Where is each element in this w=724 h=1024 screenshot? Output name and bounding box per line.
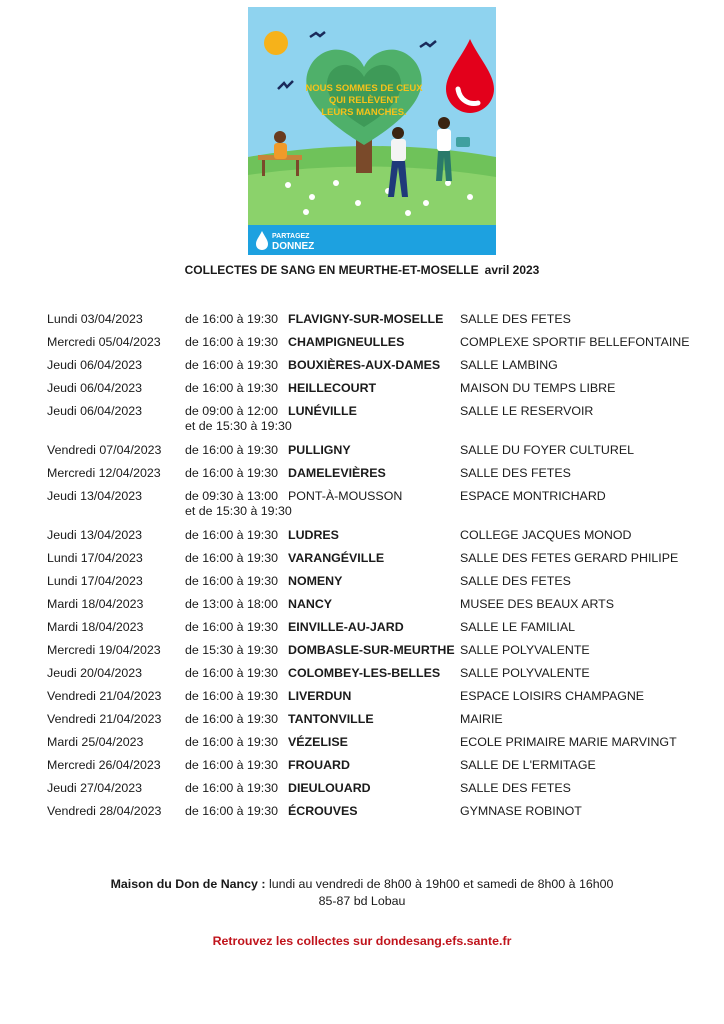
row-time: de 16:00 à 19:30 [185, 551, 279, 565]
row-date: Mercredi 12/04/2023 [47, 466, 161, 480]
row-city: TANTONVILLE [288, 712, 374, 726]
row-place: SALLE DES FETES [460, 466, 571, 480]
row-date: Mardi 25/04/2023 [47, 735, 144, 749]
schedule-row [0, 574, 724, 597]
row-place: MAIRIE [460, 712, 503, 726]
schedule-row [0, 620, 724, 643]
row-place: ESPACE MONTRICHARD [460, 489, 606, 503]
row-time: de 16:00 à 19:30 [185, 758, 279, 772]
row-city: NANCY [288, 597, 333, 611]
schedule-row [0, 804, 724, 827]
row-time: de 13:00 à 18:00 [185, 597, 279, 611]
row-date: Mardi 18/04/2023 [47, 620, 144, 634]
row-time-second: et de 15:30 à 19:30 [185, 419, 292, 433]
row-city: NOMENY [288, 574, 343, 588]
row-city: ÉCROUVES [288, 804, 358, 818]
row-city: PONT-À-MOUSSON [288, 489, 403, 503]
row-date: Mercredi 26/04/2023 [47, 758, 161, 772]
brand-bottom: DONNEZ [272, 241, 315, 252]
row-date: Mardi 18/04/2023 [47, 597, 144, 611]
title-main: COLLECTES DE SANG EN MEURTHE-ET-MOSELLE [184, 263, 479, 277]
schedule-row [0, 689, 724, 712]
schedule-row [0, 551, 724, 574]
schedule-row [0, 381, 724, 404]
row-time: de 16:00 à 19:30 [185, 443, 279, 457]
footer-address: 85-87 bd Lobau [318, 894, 406, 908]
row-date: Jeudi 20/04/2023 [47, 666, 143, 680]
row-city: HEILLECOURT [288, 381, 377, 395]
row-place: SALLE DES FETES GERARD PHILIPE [460, 551, 679, 565]
row-time: de 16:00 à 19:30 [185, 335, 279, 349]
row-city: EINVILLE-AU-JARD [288, 620, 404, 634]
row-date: Mercredi 05/04/2023 [47, 335, 161, 349]
row-time: de 16:00 à 19:30 [185, 466, 279, 480]
row-city: LUDRES [288, 528, 339, 542]
schedule-row [0, 443, 724, 466]
row-time: de 16:00 à 19:30 [185, 712, 279, 726]
sun-icon [264, 31, 288, 55]
row-place: MAISON DU TEMPS LIBRE [460, 381, 616, 395]
website-link[interactable]: Retrouvez les collectes sur dondesang.efs.sante.fr [212, 934, 512, 948]
row-place: ECOLE PRIMAIRE MARIE MARVINGT [460, 735, 677, 749]
row-time: de 16:00 à 19:30 [185, 620, 279, 634]
footer-hours: lundi au vendredi de 8h00 à 19h00 et samedi de 8h00 à 16h00 [268, 877, 614, 891]
row-city: DAMELEVIÈRES [288, 466, 386, 480]
row-time: de 16:00 à 19:30 [185, 312, 279, 326]
row-city: LIVERDUN [288, 689, 352, 703]
row-time: de 16:00 à 19:30 [185, 381, 279, 395]
row-place: SALLE POLYVALENTE [460, 643, 590, 657]
row-place: GYMNASE ROBINOT [460, 804, 582, 818]
row-time: de 15:30 à 19:30 [185, 643, 279, 657]
schedule-row [0, 358, 724, 381]
schedule-row [0, 758, 724, 781]
schedule-row [0, 404, 724, 443]
poster-slogan-line: QUI RELÈVENT [328, 95, 400, 106]
footer-info [0, 876, 724, 910]
row-date: Jeudi 06/04/2023 [47, 358, 143, 372]
row-place: SALLE LE FAMILIAL [460, 620, 576, 634]
row-place: SALLE DE L'ERMITAGE [460, 758, 596, 772]
poster-illustration [248, 7, 496, 255]
schedule-list [0, 312, 724, 827]
row-date: Jeudi 13/04/2023 [47, 489, 143, 503]
row-time: de 16:00 à 19:30 [185, 735, 279, 749]
row-time: de 16:00 à 19:30 [185, 358, 279, 372]
brand-top: PARTAGEZ [272, 233, 310, 240]
schedule-row [0, 335, 724, 358]
campaign-poster [248, 7, 496, 255]
row-city: COLOMBEY-LES-BELLES [288, 666, 441, 680]
row-time: de 16:00 à 19:30 [185, 528, 279, 542]
row-place: SALLE LAMBING [460, 358, 558, 372]
row-date: Vendredi 28/04/2023 [47, 804, 162, 818]
row-date: Vendredi 21/04/2023 [47, 689, 162, 703]
row-date: Jeudi 13/04/2023 [47, 528, 143, 542]
row-date: Lundi 17/04/2023 [47, 551, 143, 565]
row-place: MUSEE DES BEAUX ARTS [460, 597, 615, 611]
page-title [0, 263, 724, 277]
schedule-row [0, 666, 724, 689]
poster-slogan-line: LEURS MANCHES. [321, 107, 407, 118]
row-city: LUNÉVILLE [288, 404, 357, 418]
row-place: SALLE DES FETES [460, 574, 571, 588]
row-time-second: et de 15:30 à 19:30 [185, 504, 292, 518]
row-city: DIEULOUARD [288, 781, 371, 795]
schedule-row [0, 597, 724, 620]
row-date: Vendredi 07/04/2023 [47, 443, 162, 457]
row-city: CHAMPIGNEULLES [288, 335, 405, 349]
row-time: de 16:00 à 19:30 [185, 666, 279, 680]
schedule-row [0, 528, 724, 551]
schedule-row [0, 466, 724, 489]
row-place: ESPACE LOISIRS CHAMPAGNE [460, 689, 645, 703]
row-city: VÉZELISE [288, 735, 348, 749]
row-place: SALLE LE RESERVOIR [460, 404, 594, 418]
row-date: Jeudi 06/04/2023 [47, 381, 143, 395]
footer-label: Maison du Don de Nancy : [110, 877, 266, 891]
row-place: SALLE DU FOYER CULTUREL [460, 443, 634, 457]
row-time: de 09:00 à 12:00 [185, 404, 279, 418]
schedule-row [0, 312, 724, 335]
row-place: SALLE DES FETES [460, 781, 571, 795]
row-time: de 16:00 à 19:30 [185, 781, 279, 795]
row-date: Jeudi 06/04/2023 [47, 404, 143, 418]
row-place: SALLE POLYVALENTE [460, 666, 590, 680]
schedule-row [0, 643, 724, 666]
row-city: VARANGÉVILLE [288, 551, 385, 565]
row-place: COLLEGE JACQUES MONOD [460, 528, 632, 542]
row-time: de 09:30 à 13:00 [185, 489, 279, 503]
row-date: Jeudi 27/04/2023 [47, 781, 143, 795]
row-place: SALLE DES FETES [460, 312, 571, 326]
schedule-row [0, 781, 724, 804]
title-date: avril 2023 [484, 263, 540, 277]
row-time: de 16:00 à 19:30 [185, 689, 279, 703]
row-city: PULLIGNY [288, 443, 351, 457]
row-date: Mercredi 19/04/2023 [47, 643, 161, 657]
schedule-row [0, 735, 724, 758]
row-city: DOMBASLE-SUR-MEURTHE [288, 643, 455, 657]
row-date: Vendredi 21/04/2023 [47, 712, 162, 726]
row-time: de 16:00 à 19:30 [185, 804, 279, 818]
row-date: Lundi 03/04/2023 [47, 312, 143, 326]
schedule-row [0, 489, 724, 528]
row-city: BOUXIÈRES-AUX-DAMES [288, 358, 441, 372]
row-time: de 16:00 à 19:30 [185, 574, 279, 588]
schedule-row [0, 712, 724, 735]
row-city: FLAVIGNY-SUR-MOSELLE [288, 312, 444, 326]
row-date: Lundi 17/04/2023 [47, 574, 143, 588]
row-place: COMPLEXE SPORTIF BELLEFONTAINE [460, 335, 690, 349]
poster-slogan-line: NOUS SOMMES DE CEUX [305, 83, 423, 94]
row-city: FROUARD [288, 758, 350, 772]
